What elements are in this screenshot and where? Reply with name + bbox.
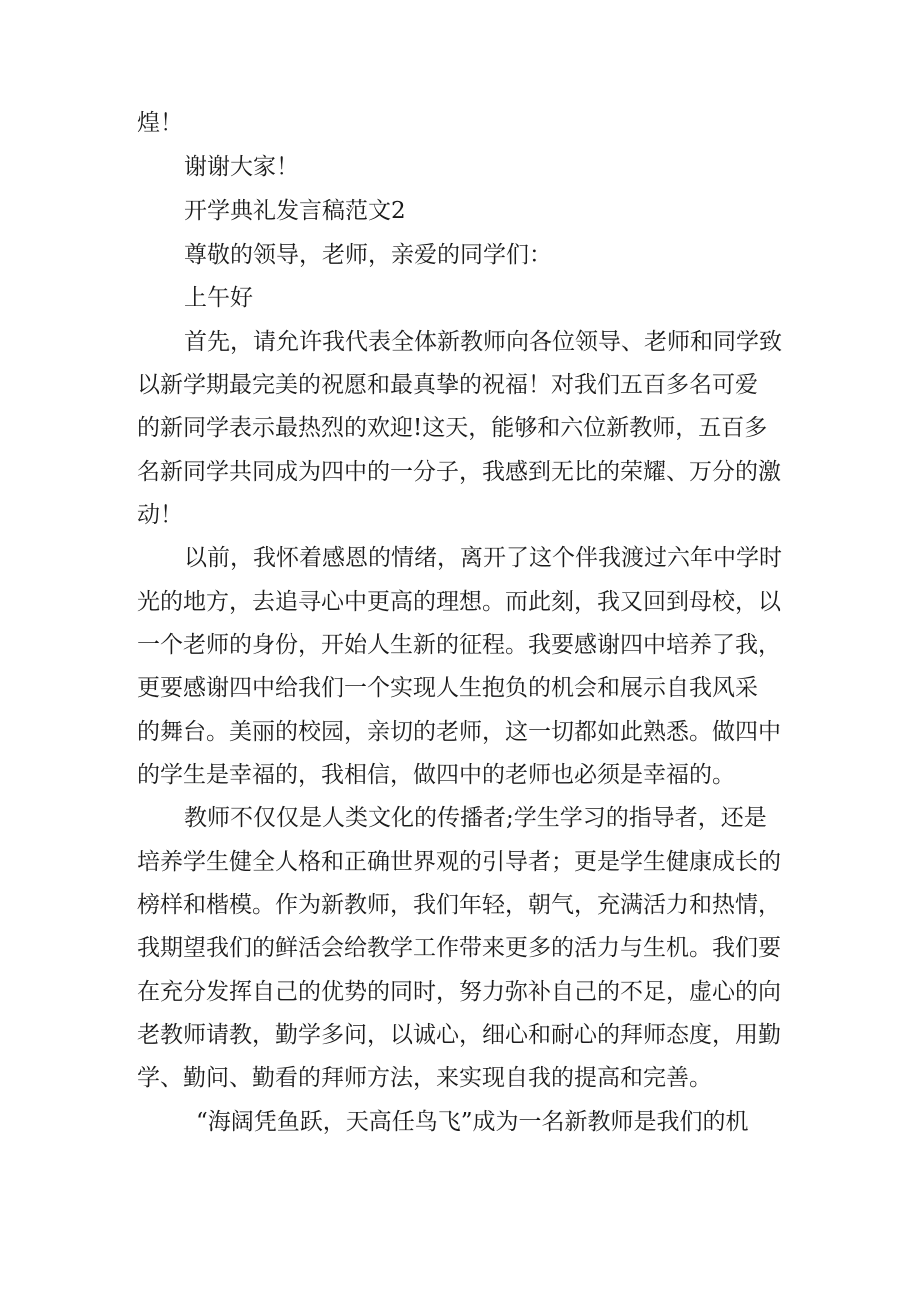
paragraph-4-line-1: “海阔凭鱼跃，天高任鸟飞”成为一名新教师是我们的机	[196, 1109, 749, 1135]
paragraph-1-line-3: 的新同学表示最热烈的欢迎!这天，能够和六位新教师，五百多	[137, 415, 768, 441]
text-line-5: 上午好	[184, 285, 253, 311]
paragraph-2-line-3: 一个老师的身份，开始人生新的征程。我要感谢四中培养了我，	[137, 632, 781, 658]
paragraph-2-line-4: 更要感谢四中给我们一个实现人生抱负的机会和展示自我风采	[137, 675, 758, 701]
greeting-line: 尊敬的领导，老师，亲爱的同学们：	[184, 242, 552, 268]
paragraph-1-line-4: 名新同学共同成为四中的一分子，我感到无比的荣耀、万分的激	[137, 459, 781, 485]
paragraph-1-line-1: 首先，请允许我代表全体新教师向各位领导、老师和同学致	[184, 329, 782, 355]
paragraph-3-line-2: 培养学生健全人格和正确世界观的引导者；更是学生健康成长的	[137, 849, 781, 875]
paragraph-1-line-2: 以新学期最完美的祝愿和最真挚的祝福！对我们五百多名可爱	[137, 372, 758, 398]
paragraph-2-line-2: 光的地方，去追寻心中更高的理想。而此刻，我又回到母校，以	[137, 589, 781, 615]
paragraph-3-line-3: 榜样和楷模。作为新教师，我们年轻，朝气，充满活力和热情，	[137, 892, 781, 918]
paragraph-3-line-1: 教师不仅仅是人类文化的传播者;学生学习的指导者，还是	[184, 805, 767, 831]
text-line-1: 煌！	[137, 110, 183, 136]
paragraph-2-line-1: 以前，我怀着感恩的情绪，离开了这个伴我渡过六年中学时	[184, 545, 782, 571]
paragraph-2-line-5: 的舞台。美丽的校园，亲切的老师，这一切都如此熟悉。做四中	[137, 719, 781, 745]
paragraph-1-line-5: 动！	[137, 502, 183, 528]
paragraph-3-line-6: 老教师请教，勤学多问，以诚心，细心和耐心的拜师态度，用勤	[137, 1022, 781, 1048]
paragraph-3-line-4: 我期望我们的鲜活会给教学工作带来更多的活力与生机。我们要	[137, 935, 781, 961]
text-line-2: 谢谢大家！	[184, 154, 299, 180]
section-title: 开学典礼发言稿范文2	[184, 198, 406, 224]
paragraph-3-line-7: 学、勤问、勤看的拜师方法，来实现自我的提高和完善。	[137, 1065, 712, 1091]
paragraph-2-line-6: 的学生是幸福的，我相信，做四中的老师也必须是幸福的。	[137, 762, 735, 788]
paragraph-3-line-5: 在充分发挥自己的优势的同时，努力弥补自己的不足，虚心的向	[137, 979, 781, 1005]
